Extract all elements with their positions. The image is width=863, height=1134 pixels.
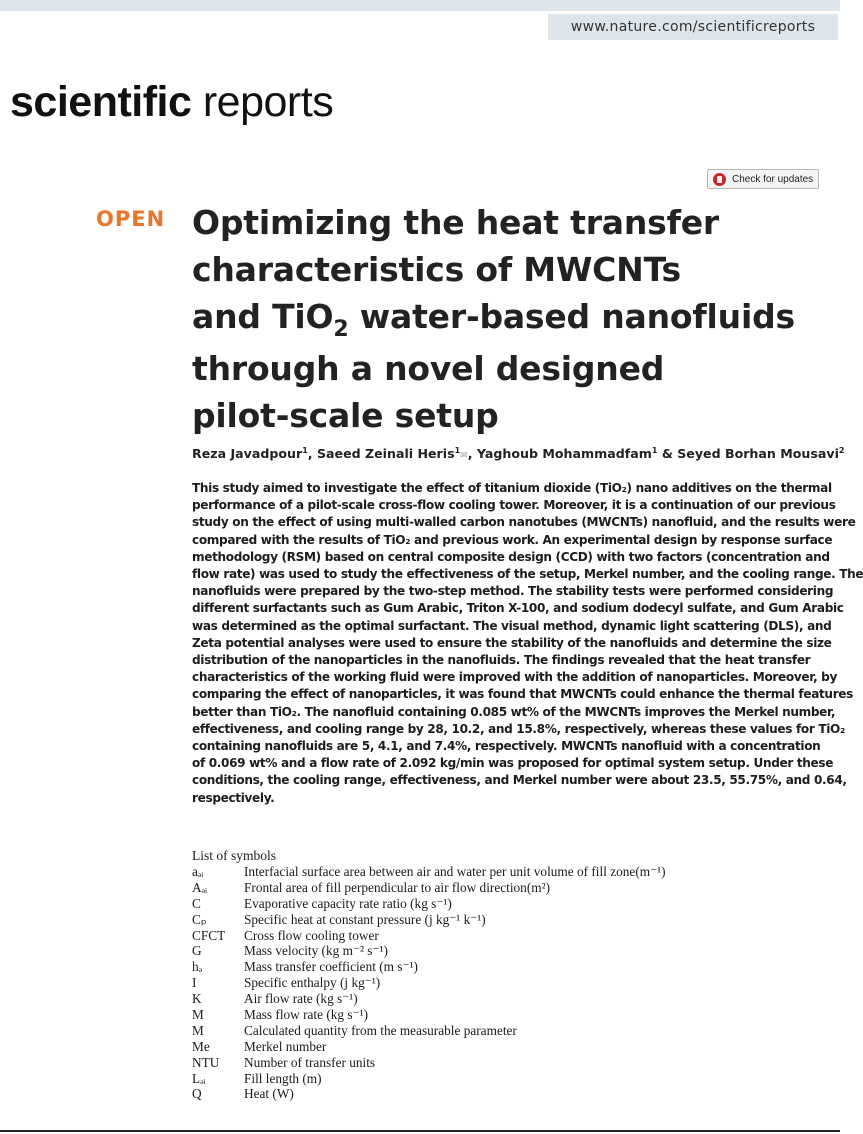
title-line bbox=[192, 293, 812, 345]
abstract-line: characteristics of the working fluid were improved with the addition of nanoparticles. Moreover, by bbox=[192, 670, 838, 685]
symbol-row bbox=[192, 1071, 812, 1087]
symbols-list bbox=[192, 864, 812, 1102]
symbol-row bbox=[192, 943, 812, 959]
symbol-description: Number of transfer units bbox=[244, 1054, 376, 1070]
author-name[interactable]: Saeed Zeinali Heris bbox=[316, 446, 455, 462]
symbol: M bbox=[192, 1022, 204, 1038]
abstract-line: distribution of the nanoparticles in the nanofluids. The findings revealed that the heat transfer bbox=[192, 653, 811, 668]
author-name[interactable]: Yaghoub Mohammadfam bbox=[476, 446, 652, 462]
symbol-description: Fill length (m) bbox=[244, 1070, 322, 1086]
affiliation-marker: 1 bbox=[302, 446, 308, 455]
symbol-row bbox=[192, 1086, 812, 1102]
title-line: Optimizing the heat transfer bbox=[192, 203, 719, 242]
symbol: Lₔᵢ bbox=[192, 1070, 206, 1086]
symbol-row bbox=[192, 991, 812, 1007]
check-for-updates-button[interactable] bbox=[707, 169, 819, 189]
author-name[interactable]: Seyed Borhan Mousavi bbox=[677, 446, 839, 462]
abstract-line: comparing the effect of nanoparticles, it was found that MWCNTs could enhance the thermal features bbox=[192, 687, 854, 702]
symbol-description: Mass flow rate (kg s⁻¹) bbox=[244, 1007, 369, 1023]
symbol: Me bbox=[192, 1038, 210, 1054]
symbol-description: Specific heat at constant pressure (j kg⁻¹ k⁻¹) bbox=[244, 911, 486, 927]
title-line: pilot-scale setup bbox=[192, 396, 499, 435]
symbol: CFCT bbox=[192, 927, 226, 943]
symbol-description: Mass transfer coefficient (m s⁻¹) bbox=[244, 959, 418, 975]
symbol-description: Air flow rate (kg s⁻¹) bbox=[244, 991, 358, 1007]
symbol-description: Calculated quantity from the measurable parameter bbox=[244, 1022, 517, 1038]
title-line: through a novel designed bbox=[192, 349, 665, 388]
abstract-line: effectiveness, and cooling range by 28, 10.2, and 15.8%, respectively, whereas these values for TiO₂ bbox=[192, 721, 845, 736]
abstract-line: This study aimed to investigate the effect of titanium dioxide (TiO₂) nano additives on the thermal bbox=[192, 481, 832, 495]
symbol-description: Heat (W) bbox=[244, 1086, 294, 1102]
email-icon[interactable]: ✉ bbox=[460, 451, 468, 462]
bottom-divider bbox=[0, 1130, 840, 1132]
symbol: K bbox=[192, 991, 202, 1007]
symbol-description: Mass velocity (kg m⁻² s⁻¹) bbox=[244, 943, 388, 959]
check-for-updates-label: Check for updates bbox=[732, 174, 814, 185]
top-banner bbox=[0, 0, 840, 11]
symbol: Cₚ bbox=[192, 911, 207, 927]
abstract-line: nanofluids were prepared by the two-step method. The stability tests were performed considering bbox=[192, 584, 834, 599]
symbol-row bbox=[192, 1039, 812, 1055]
title-line3-sub: 2 bbox=[333, 317, 349, 342]
symbol-description: Merkel number bbox=[244, 1038, 327, 1054]
abstract bbox=[192, 480, 863, 807]
abstract-line: study on the effect of using multi-walled carbon nanotubes (MWCNTs) nanofluid, and the results were bbox=[192, 515, 856, 530]
abstract-line: Zeta potential analyses were used to ensure the stability of the nanofluids and determine the size bbox=[192, 635, 832, 650]
symbol: Aₔᵢ bbox=[192, 879, 208, 895]
abstract-line: different surfactants such as Gum Arabic, Triton X-100, and sodium dodecyl sulfate, and Gum Arabic bbox=[192, 601, 844, 616]
symbol-row bbox=[192, 1023, 812, 1039]
symbol: hₔ bbox=[192, 959, 203, 975]
symbol: M bbox=[192, 1007, 204, 1023]
abstract-line: performance of a pilot-scale cross-flow cooling tower. Moreover, it is a continuation of our previous bbox=[192, 498, 836, 513]
symbol: Q bbox=[192, 1086, 202, 1102]
title-line3-prefix: and TiO bbox=[192, 297, 334, 336]
symbol: G bbox=[192, 943, 202, 959]
affiliation-marker: 2 bbox=[838, 446, 845, 455]
title-line3-suffix: water-based nanofluids bbox=[348, 297, 795, 336]
symbol: aₔᵢ bbox=[192, 864, 204, 879]
abstract-line: better than TiO₂. The nanofluid containing 0.085 wt% of the MWCNTs improves the Merkel number, bbox=[192, 704, 836, 719]
abstract-line: respectively. bbox=[192, 790, 275, 805]
symbol-description: Evaporative capacity rate ratio (kg s⁻¹) bbox=[244, 895, 452, 911]
symbol-row bbox=[192, 1055, 812, 1071]
symbol-row bbox=[192, 928, 812, 944]
symbol-row bbox=[192, 896, 812, 912]
article-title bbox=[192, 199, 812, 439]
abstract-line: methodology (RSM) based on central composite design (CCD) with two factors (concentration and bbox=[192, 549, 830, 564]
symbol-description: Cross flow cooling tower bbox=[244, 927, 379, 943]
abstract-line: of 0.069 wt% and a flow rate of 2.092 kg/min was proposed for optimal system setup. Under these bbox=[192, 756, 834, 771]
abstract-line: was determined as the optimal surfactant. The visual method, dynamic light scattering (DLS), and bbox=[192, 618, 832, 633]
symbol-description: Interfacial surface area between air and water per unit volume of fill zone(m⁻¹) bbox=[244, 864, 666, 879]
open-access-label: OPEN bbox=[96, 207, 166, 231]
symbol: NTU bbox=[192, 1054, 220, 1070]
author-list: Reza Javadpour$^1$, Saeed Zeinali Heris$^1$✉, Yaghoub Mohammadfam$^1$ & Seyed Borhan Mousavi$^2$ bbox=[192, 446, 845, 462]
journal-logo-bold: scientific bbox=[10, 78, 192, 126]
symbol-description: Frontal area of fill perpendicular to air flow direction(m²) bbox=[244, 879, 551, 895]
symbol-row bbox=[192, 864, 812, 880]
symbol-description: Specific enthalpy (j kg⁻¹) bbox=[244, 975, 381, 991]
affiliation-marker: 1 bbox=[454, 446, 461, 455]
symbol: C bbox=[192, 895, 201, 911]
crossmark-icon bbox=[713, 173, 726, 186]
abstract-line: compared with the results of TiO₂ and previous work. An experimental design by response surface bbox=[192, 532, 833, 547]
title-line: characteristics of MWCNTs bbox=[192, 250, 681, 289]
author-name[interactable]: Reza Javadpour bbox=[192, 446, 303, 462]
abstract-line: conditions, the cooling range, effectiveness, and Merkel number were about 23.5, 55.75%, and 0.64, bbox=[192, 773, 847, 788]
symbols-heading: List of symbols bbox=[192, 848, 277, 863]
symbol-row bbox=[192, 1007, 812, 1023]
symbol-row bbox=[192, 912, 812, 928]
abstract-line: flow rate) was used to study the effectiveness of the setup, Merkel number, and the cooling range. The bbox=[192, 567, 863, 582]
abstract-line: containing nanofluids are 5, 4.1, and 7.4%, respectively. MWCNTs nanofluid with a concentration bbox=[192, 739, 821, 754]
journal-logo[interactable] bbox=[10, 76, 333, 128]
affiliation-marker: 1 bbox=[651, 446, 658, 455]
symbol-row bbox=[192, 975, 812, 991]
symbol-row bbox=[192, 880, 812, 896]
journal-url[interactable]: www.nature.com/scientificreports bbox=[548, 14, 838, 40]
journal-logo-light: reports bbox=[202, 78, 334, 126]
symbol: I bbox=[192, 975, 197, 991]
symbol-row bbox=[192, 959, 812, 975]
